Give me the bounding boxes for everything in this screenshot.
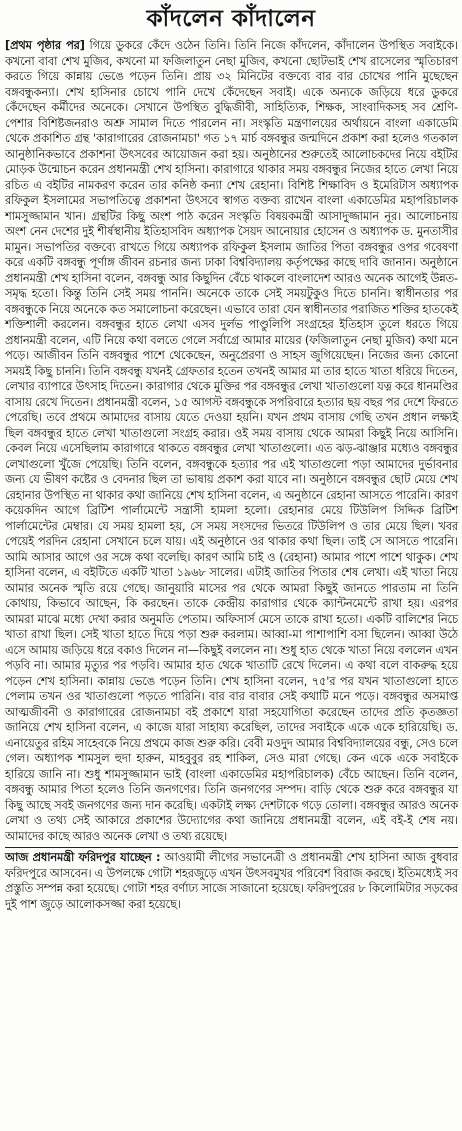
article-paragraph <box>5 38 458 844</box>
second-article-heading: আজ প্রধানমন্ত্রী ফরিদপুর যাচ্ছেন : <box>5 851 161 864</box>
section-divider <box>5 847 458 848</box>
second-article-text: আওয়ামী লীগের সভানেত্রী ও প্রধানমন্ত্রী শেখ হাসিনা আজ বুধবার ফরিদপুরে আসবেন। এ উপলক্ষে গোটা শহরজুড়ে এখন উৎসবমুখর পরিবেশ বিরাজ করছে। ইতিমধ্যেই সব প্রস্তুতি সম্পন্ন করা হয়েছে। গোটা শহর বর্ণাঢ্য সাজে সাজানো হয়েছে। ফরিদপুরের ৮ কিলোমিটার সড়কের দুই পাশ জুড়ে আলোকসজ্জা করা হয়েছে। <box>5 851 458 911</box>
article-body <box>0 38 462 912</box>
headline: কাঁদলেন কাঁদালেন <box>146 5 316 32</box>
article-text: গিয়ে ডুকরে কেঁদে ওঠেন তিনি। তিনি নিজে কাঁদলেন, কাঁদালেন উপস্থিত সবাইকে। কখনো বাবা শেখ মুজিব, কখনো মা ফজিলাতুন নেছা মুজিব, কখনো ছোটভাই শেখ রাসেলের স্মৃতিচারণ করতে গিয়ে কান্নায় ভেঙে পড়েন তিনি। প্রায় ৩২ মিনিটের বক্তব্যে বার বার চোখের পানি মুছেছেন বঙ্গবন্ধুকন্যা। শেখ হাসিনার চোখে পানি দেখে কেঁদেছেন সবাই। একে অন্যকে জড়িয়ে ধরে ডুকরে কেঁদেছেন কর্মীদের অনেকে। সেখানে উপস্থিত বুদ্ধিজীবী, সাহিত্যিক, শিক্ষক, সাংবাদিকসহ সব শ্রেণি-পেশার বিশিষ্টজনরাও অশ্রু সামাল দিতে পারলেন না। সংস্কৃতি মন্ত্রণালয়ের অর্থায়নে বাংলা একাডেমি থেকে প্রকাশিত গ্রন্থ 'কারাগারের রোজনামচা' গত ১৭ মার্চ বঙ্গবন্ধুর জন্মদিনে প্রকাশ করা হলেও গতকাল আনুষ্ঠানিকভাবে প্রকাশনা উৎসবের আয়োজন করা হয়। অনুষ্ঠানের শুরুতেই আলোচকদের নিয়ে বইটির মোড়ক উন্মোচন করেন প্রধানমন্ত্রী শেখ হাসিনা। কারাগারে থাকার সময় বঙ্গবন্ধুর নিজের হাতে লেখা নিয়ে রচিত এ বইটির নামকরণ করেন তার কনিষ্ঠ কন্যা শেখ রেহানা। বিশিষ্ট শিক্ষাবিদ ও ইমেরিটাস অধ্যাপক রফিকুল ইসলামের সভাপতিত্বে প্রকাশনা উৎসবে স্বাগত বক্তব্য রাখেন বাংলা একাডেমির মহাপরিচালক শামসুজ্জামান খান। গ্রন্থটির কিছু অংশ পাঠ করেন সংস্কৃতি বিষয়কমন্ত্রী আসাদুজ্জামান নূর। আলোচনায় অংশ নেন দেশের দুই শীর্ষস্থানীয় ইতিহাসবিদ অধ্যাপক সৈয়দ আনোয়ার হোসেন ও অধ্যাপক ড. মুনতাসীর মামুন। সভাপতির বক্তব্যে রাখতে গিয়ে অধ্যাপক রফিকুল ইসলাম জাতির পিতা বঙ্গবন্ধুর ওপর গবেষণা করে একটি বঙ্গবন্ধু পূর্ণাঙ্গ জীবন রচনার জন্য ঢাকা বিশ্ববিদ্যালয় কর্তৃপক্ষের কাছে দাবি জানান। অনুষ্ঠানে প্রধানমন্ত্রী শেখ হাসিনা বলেন, বঙ্গবন্ধু আর কিছুদিন বেঁচে থাকলে বাংলাদেশ আরও অনেক আগেই উন্নত-সমৃদ্ধ হতো। কিন্তু তিনি সেই সময় পাননি। অনেকে তাকে সেই সময়টুকুও দিতে চাননি। স্বাধীনতার পর বঙ্গবন্ধুকে নিয়ে অনেকে কত সমালোচনা করেছেন। এভাবে তারা যেন স্বাধীনতার পরাজিত শক্তির হাতকেই শক্তিশালী করলেন। বঙ্গবন্ধুর হাতে লেখা এসব দুর্লভ পাণ্ডুলিপি সংগ্রহের ইতিহাস তুলে ধরতে গিয়ে প্রধানমন্ত্রী বলেন, এটি নিয়ে কথা বলতে গেলে সর্বাগ্রে আমার মায়ের (ফজিলাতুন নেছা মুজিব) কথা মনে পড়ে। আজীবন তিনি বঙ্গবন্ধুর পাশে থেকেছেন, অনুপ্রেরণা ও সাহস জুগিয়েছেন। নিজের জন্য কোনো সময়ই কিছু চাননি। তিনি বঙ্গবন্ধু যখনই গ্রেফতার হতেন তখনই আমার মা তার হাতে খাতা ধরিয়ে দিতেন, লেখার ব্যাপারে উৎসাহ দিতেন। কারাগার থেকে মুক্তির পর বঙ্গবন্ধুর লেখা খাতাগুলো যত্ন করে ধানমণ্ডির বাসায় রেখে দিতেন। প্রধানমন্ত্রী বলেন, ১৫ আগস্ট বঙ্গবন্ধুকে সপরিবারে হত্যার ছয় বছর পর দেশে ফিরতে পেরেছি। তবে প্রথমে আমাদের বাসায় যেতে দেওয়া হয়নি। যখন প্রথম বাসায় গেছি তখন প্রধান লক্ষ্যই ছিল বঙ্গবন্ধুর হাতে লেখা খাতাগুলো সংগ্রহ করার। ওই সময় বাসায় থেকে আমরা কিছুই নিয়ে আসিনি। কেবল নিয়ে এসেছিলাম কারাগারে থাকতে বঙ্গবন্ধুর লেখা খাতাগুলো। এত ঝড়-ঝাঞ্জার মধ্যেও বঙ্গবন্ধুর লেখাগুলো খুঁজে পেয়েছি। তিনি বলেন, বঙ্গবন্ধুকে হত্যার পর এই খাতাগুলো পড়া আমাদের দুর্ভাবনার জন্য যে ভীষণ কষ্টের ও বেদনার ছিল তা ভাষায় প্রকাশ করা যাবে না। অনুষ্ঠানে বঙ্গবন্ধুর ছোট মেয়ে শেখ রেহানার উপস্থিত না থাকার কথা জানিয়ে শেখ হাসিনা বলেন, এ অনুষ্ঠানে রেহানা আসতে পারেনি। কারণ কয়েকদিন আগে ব্রিটিশ পার্লামেন্টে সন্ত্রাসী হামলা হলো। রেহানার মেয়ে টিউলিপ সিদ্দিক ব্রিটিশ পার্লামেন্টের মেম্বার। যে সময় হামলা হয়, সে সময় সংসদের ভিতরে টিউলিপ ও তার মেয়ে ছিল। খবর পেয়েই পরদিন রেহানা সেখানে চলে যায়। এই অনুষ্ঠানে ওর থাকার কথা ছিল। তাই সে আসতে পারেনি। আমি আসার আগে ওর সঙ্গে কথা বলেছি। কারণ আমি চাই ও (রেহানা) আমার পাশে পাশে থাকুক। শেখ হাসিনা বলেন, এ বইটিতে একটি খাতা ১৯৬৮ সালের। এটাই জাতির পিতার শেষ লেখা। এই খাতা নিয়ে আমার অনেক স্মৃতি রয়ে গেছে। জানুয়ারি মাসের পর থেকে আমরা কিছুই জানতে পারতাম না তিনি কোথায়, কিভাবে আছেন, কি করছেন। তাকে কেন্দ্রীয় কারাগার থেকে ক্যান্টনমেন্টে রাখা হয়। এরপর আমরা মাঝে মধ্যে দেখা করার অনুমতি পেতাম। অফিসার্স মেসে তাকে রাখা হতো। একটি বালিশের নিচে খাতা রাখা ছিল। সেই খাতা হাতে দিয়ে পড়া শুরু করলাম। আব্বা-মা পাশাপাশি বসা ছিলেন। আব্বা উঠে এসে আমায় জড়িয়ে ধরে বকাও দিলেন না—কিছুই বললেন না। শুধু হাত থেকে খাতা নিয়ে বললেন এখন পড়বি না। আমার মৃত্যুর পর পড়বি। আমার হাত থেকে খাতাটি রেখে দিলেন। এ কথা বলে বাকরুদ্ধ হয়ে পড়েন শেখ হাসিনা। কান্নায় ভেঙে পড়েন তিনি। শেখ হাসিনা বলেন, ৭৫'র পর যখন খাতাগুলো হাতে পেলাম তখন ওর খাতাগুলো পড়তে পারিনি। বার বার বাবার সেই কথাটি মনে পড়ে। বঙ্গবন্ধুর অসমাপ্ত আত্মজীবনী ও কারাগারের রোজনামচা বই প্রকাশে যারা সহযোগিতা করেছেন তাদের প্রতি কৃতজ্ঞতা জানিয়ে শেখ হাসিনা বলেন, এ কাজে যারা সাহায্য করেছিল, তাদের সবাইকে একে একে হারিয়েছি। ড. এনায়েতুর রহিম সাহেবকে নিয়ে প্রথমে কাজ শুরু করি। বেবী মওদুদ আমার বিশ্ববিদ্যালয়ের বন্ধু, সেও চলে গেল। অধ্যাপক শামসুল হুদা হারুন, মাহবুবুর রহ শাকিল, সেও মারা গেছে। কেন একে একে সবাইকে হারিয়ে জানি না। শুধু শামসুজ্জামান ভাই (বাংলা একাডেমির মহাপরিচালক) বেঁচে আছেন। তিনি বলেন, বঙ্গবন্ধু আমার পিতা হলেও তিনি জনগণের। তিনি জনগণের সম্পদ। বাড়ি থেকে শুরু করে বঙ্গবন্ধুর যা কিছু আছে সবই জনগণের জন্য দান করেছি। একটাই লক্ষ্য দেশটাকে গড়ে তোলা। বঙ্গবন্ধুর আরও অনেক লেখা ও তথ্য সেই আকারে প্রকাশের উদ্যোগের কথা জানিয়ে প্রধানমন্ত্রী বলেন, এই বই-ই শেষ নয়। আমাদের কাছে আরও অনেক লেখা ও তথ্য রয়েছে। <box>5 39 458 843</box>
second-article <box>5 850 458 912</box>
continuation-marker: [প্রথম পৃষ্ঠার পর] <box>5 39 85 52</box>
